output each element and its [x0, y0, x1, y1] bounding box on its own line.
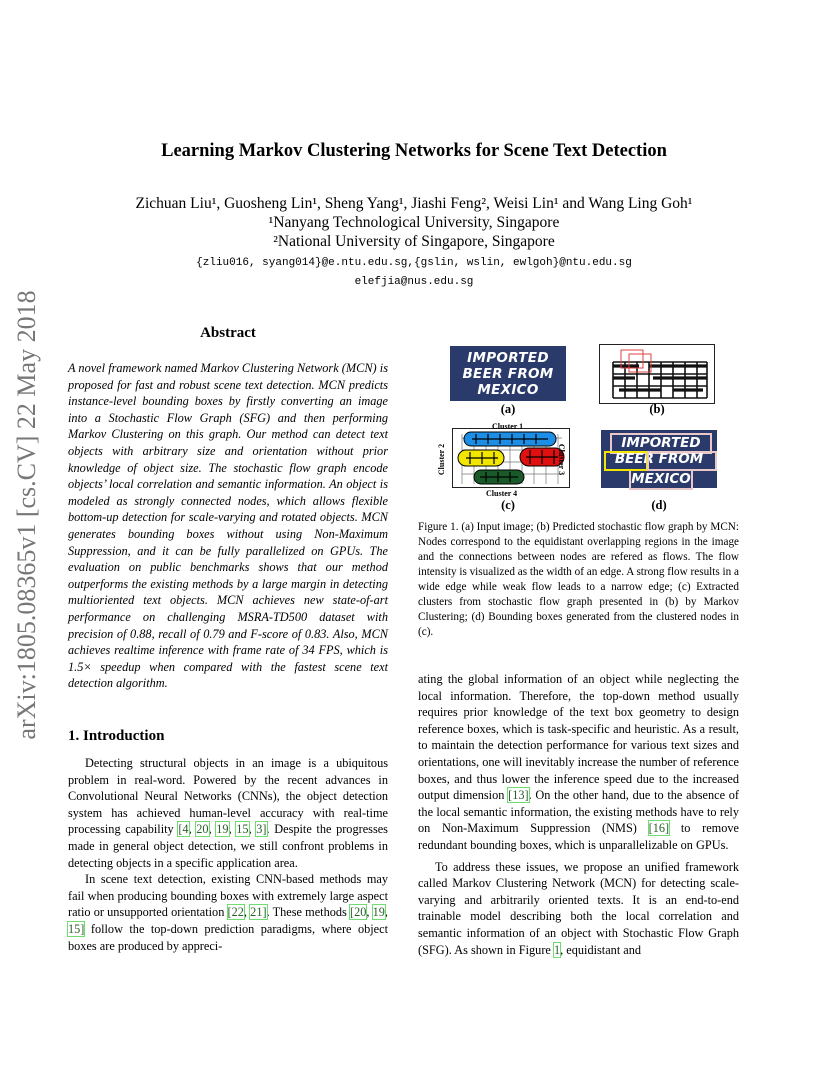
right-paragraph-2: To address these issues, we propose an unified framework called Markov Clustering Network (MCN) for detecting scale-varying and arbitrarily oriented texts. It is an end-to-end trainable model describing both the local correlation and semantic information of an object with Stochastic Flow Graph (SFG). As shown in Figure 1, equidistant and — [418, 859, 739, 957]
figure-panel-d — [601, 430, 717, 488]
citation[interactable]: [22 — [227, 905, 244, 920]
cluster-4-label: Cluster 4 — [486, 489, 518, 498]
sign-text-line-1: IMPORTED — [467, 350, 549, 366]
citation[interactable]: 21] — [250, 905, 267, 920]
arxiv-id: arXiv:1805.08365v1 [cs.CV] 22 May 2018 — [12, 290, 41, 740]
figure-link[interactable]: 1 — [553, 942, 561, 957]
bbox-box-2b — [647, 451, 717, 471]
citation[interactable]: [16] — [648, 821, 670, 836]
figure-panel-c — [452, 428, 570, 488]
label-d: (d) — [651, 498, 667, 512]
email-block — [0, 254, 828, 292]
abstract-heading: Abstract — [200, 325, 256, 341]
citation[interactable]: 19 — [372, 905, 385, 920]
citation[interactable]: 15] — [68, 921, 85, 936]
email-line-1[interactable]: {zliu016, syang014}@e.ntu.edu.sg,{gslin, wslin, ewlgoh}@ntu.edu.sg — [196, 257, 632, 269]
figure-caption: Figure 1. (a) Input image; (b) Predicted stochastic flow graph by MCN: Nodes correspond to the equidistant overlapping regions in the image and the connections between nodes are refered as flows. The flow intensity is visualized as the width of an edge. A strong flow results in a wide edge while weak flow leads to a narrow edge; (c) Extracted clusters from stochastic flow graph presented in (b) by Markov Clustering; (d) Bounding boxes generated from the clustered nodes in (c). — [418, 521, 739, 638]
intro-paragraph-1: Detecting structural objects in an image is a ubiquitous problem in real-word. Powered by the recent advances in Convolutional Neural Networks (CNNs), the object detection system has achieved human-level accuracy with real-time processing capability [4, 20, 19, 15, 3]. Despite the progresses made in general object detection, we still confront problems in detecting objects in a specific application area. — [68, 756, 388, 870]
citation[interactable]: 19 — [216, 822, 229, 837]
affiliation-2: ²National University of Singapore, Singapore — [273, 233, 555, 250]
abstract-text: A novel framework named Markov Clustering Network (MCN) is proposed for fast and robust scene text detection. MCN predicts instance-level bounding boxes by firstly converting an image into a Stochastic Flow Graph (SFG) and then performing Markov Clustering on this graph. Our method can detect text objects with arbitrary size and orientation without prior knowledge of object size. The stochastic flow graph encode objects’ local correlation and semantic information. An object is modeled as strongly connected nodes, which allows flexible bottom-up detection for scale-varying and rotated objects. MCN generates bounding boxes without using Non-Maximum Suppression, and it can be fully parallelized on GPUs. The evaluation on public benchmarks shows that our method outperforms the existing methods by a large margin in detecting multioriented text objects. MCN achieves new state-of-art performance on challenging MSRA-TD500 dataset with precision of 0.88, recall of 0.79 and F-score of 0.83. Also, MCN achieves realtime inference with frame rate of 34 FPS, which is 1.5× speedup when compared with the fastest scene text detection algorithm. — [68, 361, 388, 691]
label-c: (c) — [501, 498, 515, 512]
citation[interactable]: [4 — [178, 822, 189, 837]
email-line-2[interactable]: elefjia@nus.edu.sg — [354, 276, 474, 288]
bbox-box-2a — [604, 451, 648, 471]
citation[interactable]: 15 — [236, 822, 249, 837]
intro-paragraph-2: In scene text detection, existing CNN-based methods may fail when producing bounding boxes with extremely large aspect ratio or unsupported orientation [22, 21]. These methods [20, 19, 15] follow the top-down prediction paradigms, where object boxes are produced by appreci- — [68, 872, 388, 953]
bbox-line-1: IMPORTED — [610, 433, 712, 454]
sign-text-line-2: BEER FROM — [462, 366, 554, 382]
paper-title: Learning Markov Clustering Networks for Scene Text Detection — [161, 141, 667, 161]
right-column-text — [418, 671, 739, 958]
authors-line: Zichuan Liu¹, Guosheng Lin¹, Sheng Yang¹, Jiashi Feng², Weisi Lin¹ and Wang Ling Goh¹ — [135, 195, 693, 212]
figure-panel-b — [599, 344, 715, 404]
cluster-2-label: Cluster 2 — [437, 443, 447, 476]
affiliation-1: ¹Nanyang Technological University, Singapore — [268, 214, 560, 231]
label-a: (a) — [500, 402, 516, 416]
figure-panel-a — [450, 346, 566, 401]
intro-text — [68, 755, 388, 954]
citation[interactable]: [20 — [349, 905, 367, 920]
figure-1 — [418, 338, 740, 518]
cluster-3-label: Cluster 3 — [557, 443, 567, 476]
right-paragraph-1: ating the global information of an object while neglecting the local information. Therefore, the top-down method usually requires prior knowledge of the text box geometry to design reference boxes, which is task-specific and heuristic. As a result, to maintain the detection performance for various text sizes and orientations, one will inevitably increase the number of reference boxes, and thus lower the inference speed due to the increased output dimension [13]. On the other hand, due to the absence of the local semantic information, the existing methods have to rely on Non-Maximum Suppression (NMS) [16] to remove redundant bounding boxes, which is unparallelizable on GPUs. — [418, 672, 739, 852]
cluster-1-label: Cluster 1 — [492, 422, 524, 431]
author-block — [0, 194, 828, 251]
citation[interactable]: [13] — [508, 788, 529, 803]
intro-heading: 1. Introduction — [68, 728, 165, 744]
bbox-line-2: BEER FROM — [614, 451, 704, 467]
sign-text-line-3: MEXICO — [477, 382, 539, 398]
citation[interactable]: 3] — [256, 822, 267, 837]
citation[interactable]: 20 — [196, 822, 209, 837]
label-b: (b) — [649, 402, 665, 416]
bbox-line-3: MEXICO — [629, 469, 693, 490]
